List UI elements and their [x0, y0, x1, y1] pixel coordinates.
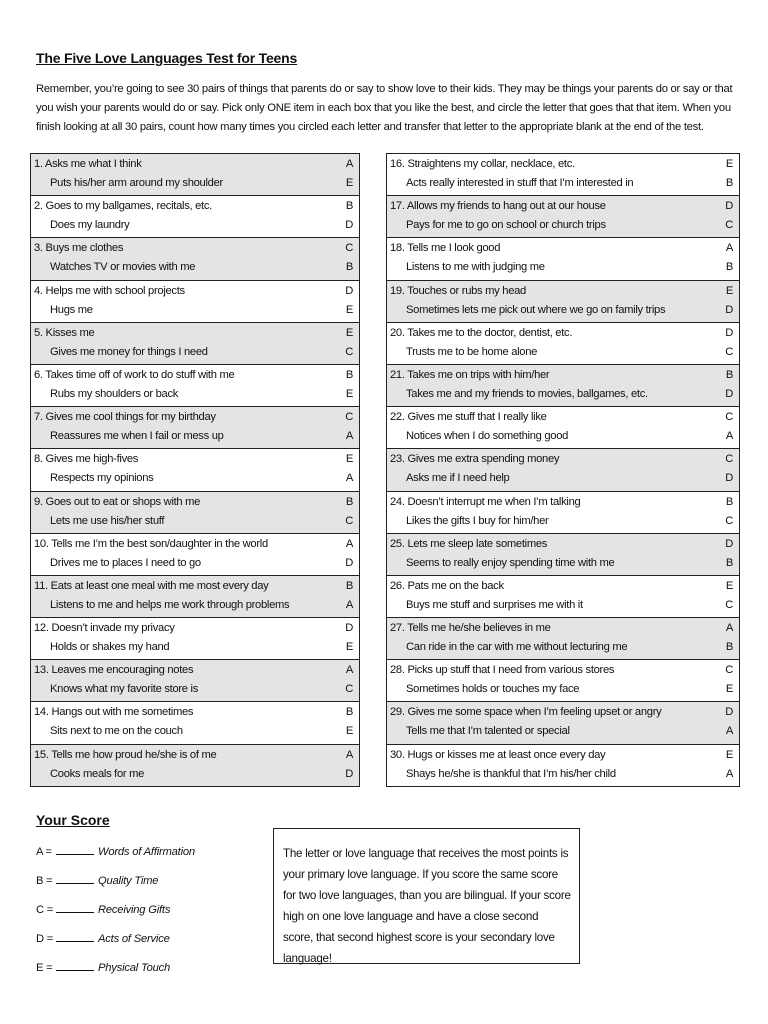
option-first[interactable] [390, 155, 733, 174]
option-first[interactable] [34, 703, 353, 722]
question-item [387, 281, 739, 323]
option-text: 8. Gives me high-fives [34, 453, 139, 466]
option-letter[interactable]: C [345, 683, 353, 696]
option-first[interactable] [390, 746, 733, 765]
option-first[interactable] [34, 535, 353, 554]
option-letter[interactable]: E [345, 177, 353, 189]
right-items-column [386, 153, 740, 787]
option-letter[interactable]: D [725, 200, 733, 213]
option-letter[interactable]: C [725, 514, 733, 527]
option-second[interactable] [390, 638, 733, 657]
option-second[interactable] [34, 427, 353, 446]
question-item [387, 365, 739, 407]
option-first[interactable] [34, 493, 353, 512]
option-letter[interactable]: A [725, 622, 733, 635]
option-text: 9. Goes out to eat or shops with me [34, 495, 201, 508]
question-item [31, 323, 359, 365]
option-text: Does my laundry [50, 219, 130, 232]
option-text: 29. Gives me some space when I’m feeling upset or angry [390, 706, 662, 719]
question-item [31, 407, 359, 449]
score-key: A = [36, 846, 52, 858]
option-letter[interactable]: C [725, 598, 733, 611]
love-language-label: Physical Touch [98, 962, 171, 974]
question-item [31, 618, 359, 660]
option-second[interactable] [390, 258, 733, 277]
option-letter[interactable]: A [725, 242, 733, 255]
option-second[interactable] [34, 512, 353, 531]
option-text: 19. Touches or rubs my head [390, 284, 526, 297]
option-text: 6. Takes time off of work to do stuff with me [34, 368, 235, 381]
option-first[interactable] [34, 282, 353, 301]
question-item [31, 196, 359, 238]
option-letter[interactable]: D [725, 706, 733, 719]
option-letter[interactable]: E [725, 579, 733, 592]
option-first[interactable] [390, 324, 733, 343]
option-letter[interactable]: B [345, 200, 353, 213]
option-text: 11. Eats at least one meal with me most every day [34, 579, 269, 592]
option-second[interactable] [390, 765, 733, 784]
option-letter[interactable]: C [725, 345, 733, 358]
option-first[interactable] [390, 366, 733, 385]
option-second[interactable] [390, 216, 733, 235]
option-first[interactable] [34, 619, 353, 638]
option-text: 28. Picks up stuff that I need from various stores [390, 664, 615, 677]
option-second[interactable] [34, 765, 353, 784]
option-letter[interactable]: C [725, 219, 733, 232]
option-first[interactable] [34, 746, 353, 765]
option-first[interactable] [390, 493, 733, 512]
question-item [31, 745, 359, 787]
option-first[interactable] [34, 197, 353, 216]
question-item [387, 534, 739, 576]
option-text: Takes me and my friends to movies, ballgames, etc. [406, 387, 648, 400]
option-letter[interactable]: C [345, 345, 353, 358]
option-text: Likes the gifts I buy for him/her [406, 514, 549, 527]
option-text: 12. Doesn’t invade my privacy [34, 622, 175, 635]
option-letter[interactable]: A [345, 472, 353, 485]
option-text: Hugs me [50, 303, 93, 316]
option-letter[interactable]: B [345, 579, 353, 592]
option-text: 16. Straightens my collar, necklace, etc. [390, 158, 575, 170]
option-text: 17. Allows my friends to hang out at our house [390, 200, 606, 213]
option-second[interactable] [34, 343, 353, 362]
question-item [31, 365, 359, 407]
option-letter[interactable]: B [345, 495, 353, 508]
score-row [36, 901, 170, 919]
option-letter[interactable]: A [725, 767, 733, 780]
option-letter[interactable]: E [345, 453, 353, 466]
question-item [31, 576, 359, 618]
option-text: Lets me use his/her stuff [50, 514, 165, 527]
option-letter[interactable]: E [725, 158, 733, 170]
option-text: Sits next to me on the couch [50, 725, 183, 738]
option-letter[interactable]: A [345, 598, 353, 611]
score-row [36, 872, 158, 890]
option-first[interactable] [390, 661, 733, 680]
option-text: Cooks meals for me [50, 767, 145, 780]
option-text: Listens to me with judging me [406, 261, 545, 274]
option-letter[interactable]: A [345, 664, 353, 677]
option-second[interactable] [390, 301, 733, 320]
option-text: 18. Tells me I look good [390, 242, 501, 255]
option-text: 21. Takes me on trips with him/her [390, 368, 550, 381]
score-row [36, 959, 170, 977]
option-letter[interactable]: B [725, 556, 733, 569]
option-text: Reassures me when I fail or mess up [50, 430, 224, 443]
option-text: Sometimes lets me pick out where we go on family trips [406, 303, 666, 316]
option-text: Puts his/her arm around my shoulder [50, 177, 223, 189]
question-item [31, 534, 359, 576]
option-letter[interactable]: E [345, 326, 353, 339]
score-blank[interactable] [56, 901, 94, 913]
option-letter[interactable]: D [345, 219, 353, 232]
option-text: Sometimes holds or touches my face [406, 683, 580, 696]
option-letter[interactable]: C [725, 453, 733, 466]
option-first[interactable] [34, 239, 353, 258]
option-second[interactable] [390, 343, 733, 362]
question-item [387, 618, 739, 660]
option-text: 27. Tells me he/she believes in me [390, 622, 551, 635]
option-text: Pays for me to go on school or church trips [406, 219, 606, 232]
option-second[interactable] [390, 512, 733, 531]
option-first[interactable] [34, 366, 353, 385]
option-second[interactable] [34, 216, 353, 235]
option-text: 22. Gives me stuff that I really like [390, 411, 547, 424]
question-item [387, 154, 739, 196]
option-first[interactable] [390, 577, 733, 596]
option-text: Knows what my favorite store is [50, 683, 199, 696]
option-first[interactable] [34, 324, 353, 343]
option-first[interactable] [34, 408, 353, 427]
option-second[interactable] [390, 469, 733, 488]
option-text: 3. Buys me clothes [34, 242, 124, 255]
option-text: 25. Lets me sleep late sometimes [390, 537, 548, 550]
option-text: 4. Helps me with school projects [34, 284, 185, 297]
option-text: 2. Goes to my ballgames, recitals, etc. [34, 200, 212, 213]
option-text: Trusts me to be home alone [406, 345, 538, 358]
question-item [31, 154, 359, 196]
option-text: Watches TV or movies with me [50, 261, 196, 274]
score-row [36, 930, 170, 948]
option-text: Holds or shakes my hand [50, 641, 170, 654]
option-letter[interactable]: A [345, 748, 353, 761]
option-second[interactable] [34, 554, 353, 573]
option-letter[interactable]: E [345, 641, 353, 654]
option-text: 7. Gives me cool things for my birthday [34, 411, 216, 424]
love-language-label: Acts of Service [98, 933, 170, 945]
option-text: 30. Hugs or kisses me at least once every day [390, 748, 606, 761]
option-text: 13. Leaves me encouraging notes [34, 664, 194, 677]
option-letter[interactable]: E [345, 725, 353, 738]
love-language-label: Quality Time [98, 875, 159, 887]
option-letter[interactable]: D [345, 284, 353, 297]
option-letter[interactable]: A [725, 725, 733, 738]
option-letter[interactable]: B [725, 368, 733, 381]
option-second[interactable] [390, 554, 733, 573]
option-text: 10. Tells me I’m the best son/daughter in the world [34, 537, 268, 550]
score-row [36, 843, 195, 861]
score-blank[interactable] [56, 872, 94, 884]
score-blank[interactable] [56, 843, 94, 855]
option-letter[interactable]: B [345, 368, 353, 381]
option-first[interactable] [390, 239, 733, 258]
left-items-column [30, 153, 360, 787]
question-item [31, 238, 359, 280]
option-text: Asks me if I need help [406, 472, 510, 485]
option-second[interactable] [390, 174, 733, 193]
option-first[interactable] [34, 661, 353, 680]
option-letter[interactable]: C [345, 514, 353, 527]
question-item [387, 576, 739, 618]
option-text: 15. Tells me how proud he/she is of me [34, 748, 217, 761]
option-text: Respects my opinions [50, 472, 154, 485]
score-blank[interactable] [56, 959, 94, 971]
option-second[interactable] [390, 427, 733, 446]
option-second[interactable] [34, 385, 353, 404]
option-letter[interactable]: B [725, 177, 733, 189]
option-letter[interactable]: D [725, 387, 733, 400]
score-key: E = [36, 962, 53, 974]
option-letter[interactable]: D [345, 556, 353, 569]
option-text: 14. Hangs out with me sometimes [34, 706, 194, 719]
option-letter[interactable]: D [725, 303, 733, 316]
question-item [31, 702, 359, 744]
option-text: 20. Takes me to the doctor, dentist, etc. [390, 326, 573, 339]
option-letter[interactable]: E [725, 683, 733, 696]
option-letter[interactable]: D [345, 767, 353, 780]
score-blank[interactable] [56, 930, 94, 942]
question-item [387, 492, 739, 534]
option-letter[interactable]: B [345, 261, 353, 274]
option-text: 24. Doesn’t interrupt me when I’m talking [390, 495, 581, 508]
option-first[interactable] [390, 408, 733, 427]
score-key: C = [36, 904, 54, 916]
option-second[interactable] [34, 301, 353, 320]
option-second[interactable] [34, 469, 353, 488]
option-second[interactable] [34, 638, 353, 657]
option-text: Tells me that I’m talented or special [406, 725, 570, 738]
option-second[interactable] [390, 680, 733, 699]
option-letter[interactable]: D [725, 472, 733, 485]
option-letter[interactable]: B [725, 495, 733, 508]
option-letter[interactable]: B [725, 641, 733, 654]
option-second[interactable] [34, 174, 353, 193]
option-letter[interactable]: C [725, 411, 733, 424]
option-first[interactable] [390, 703, 733, 722]
option-text: Can ride in the car with me without lecturing me [406, 641, 628, 654]
option-letter[interactable]: A [345, 158, 353, 170]
option-second[interactable] [34, 596, 353, 615]
question-item [387, 745, 739, 787]
option-first[interactable] [34, 450, 353, 469]
option-text: Notices when I do something good [406, 430, 569, 443]
question-item [387, 660, 739, 702]
option-text: Acts really interested in stuff that I’m interested in [406, 177, 634, 189]
love-language-label: Words of Affirmation [98, 846, 195, 858]
score-title: Your Score [36, 812, 110, 828]
option-first[interactable] [34, 155, 353, 174]
option-letter[interactable]: B [725, 261, 733, 274]
question-item [387, 702, 739, 744]
option-text: 5. Kisses me [34, 326, 95, 339]
love-language-label: Receiving Gifts [98, 904, 171, 916]
question-item [387, 407, 739, 449]
option-letter[interactable]: E [345, 387, 353, 400]
option-second[interactable] [390, 385, 733, 404]
option-letter[interactable]: E [725, 748, 733, 761]
option-letter[interactable]: E [725, 284, 733, 297]
page-title: The Five Love Languages Test for Teens [36, 50, 298, 66]
question-item [387, 238, 739, 280]
option-letter[interactable]: A [345, 430, 353, 443]
question-item [387, 449, 739, 491]
option-letter[interactable]: D [725, 326, 733, 339]
score-key: D = [36, 933, 54, 945]
option-text: 23. Gives me extra spending money [390, 453, 560, 466]
option-letter[interactable]: D [725, 537, 733, 550]
instructions: Remember, you’re going to see 30 pairs of things that parents do or say to show love to their kids. They may be things your parents do or say or that you wish your parents would do or say. Pick only ONE item in each box that you like the best, and circle the letter that goes that that item. When you finish looking at all 30 pairs, count how many times you circled each letter and transfer that letter to the appropriate blank at the end of the test. [36, 83, 733, 133]
option-first[interactable] [390, 282, 733, 301]
option-letter[interactable]: C [725, 664, 733, 677]
option-second[interactable] [390, 596, 733, 615]
option-second[interactable] [390, 722, 733, 741]
option-text: Rubs my shoulders or back [50, 387, 179, 400]
option-text: Drives me to places I need to go [50, 556, 201, 569]
option-text: 1. Asks me what I think [34, 158, 142, 170]
option-letter[interactable]: E [345, 303, 353, 316]
option-second[interactable] [34, 722, 353, 741]
option-second[interactable] [34, 258, 353, 277]
question-item [387, 323, 739, 365]
option-text: Gives me money for things I need [50, 345, 208, 358]
option-letter[interactable]: B [345, 706, 353, 719]
score-key: B = [36, 875, 53, 887]
question-item [31, 449, 359, 491]
question-item [31, 492, 359, 534]
option-first[interactable] [390, 197, 733, 216]
option-letter[interactable]: D [345, 622, 353, 635]
option-text: Listens to me and helps me work through problems [50, 598, 290, 611]
option-letter[interactable]: A [725, 430, 733, 443]
option-letter[interactable]: A [345, 537, 353, 550]
option-first[interactable] [390, 450, 733, 469]
option-text: Shays he/she is thankful that I’m his/her child [406, 767, 616, 780]
option-first[interactable] [34, 577, 353, 596]
option-text: 26. Pats me on the back [390, 579, 504, 592]
option-text: Buys me stuff and surprises me with it [406, 598, 583, 611]
question-item [387, 196, 739, 238]
option-letter[interactable]: C [345, 411, 353, 424]
option-first[interactable] [390, 619, 733, 638]
question-item [31, 660, 359, 702]
option-second[interactable] [34, 680, 353, 699]
question-item [31, 281, 359, 323]
option-text: Seems to really enjoy spending time with me [406, 556, 615, 569]
option-letter[interactable]: C [345, 242, 353, 255]
explanation-box: The letter or love language that receives the most points is your primary love language. If you score the same score for two love languages, than you are bilingual. If your score high on one love language and have a close second score, that second highest score is your secondary love language! [273, 828, 580, 964]
option-first[interactable] [390, 535, 733, 554]
